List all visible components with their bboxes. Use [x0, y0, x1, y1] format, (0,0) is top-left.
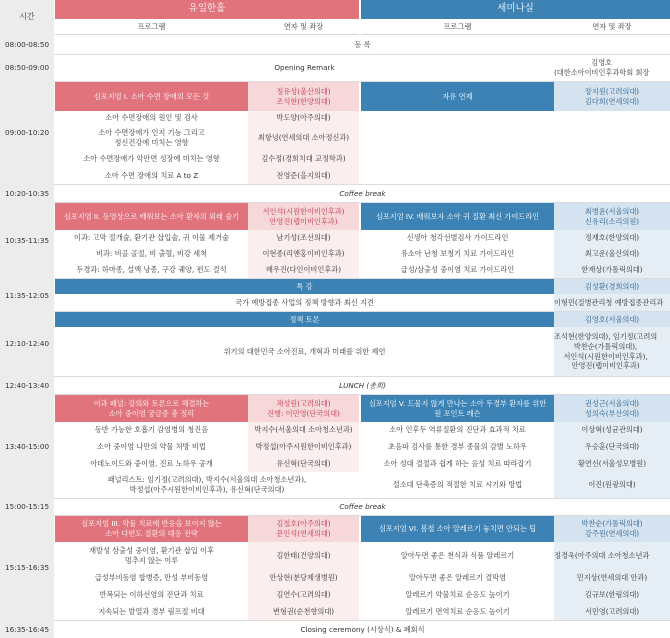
time-header: 시간 [19, 11, 35, 21]
talk-topic: 소아 중이염 나만의 약물 처방 비법 [55, 438, 248, 455]
divider [54, 311, 670, 312]
time-slot: 10:20-10:35 [5, 188, 50, 198]
coffee-break: Coffee break [55, 185, 670, 202]
session-chairs: 채성원(고려의대) 진행: 이민영(단국의대) [248, 395, 359, 422]
divider [54, 54, 670, 55]
time-slot: 08:00-08:50 [5, 40, 50, 50]
time-slot: 12:10-12:40 [5, 339, 50, 349]
talk-speaker: 변형권(순천향의대) [248, 603, 359, 620]
talk-topic: 이과: 고막 절개술, 환기관 삽입술, 귀 이물 제거술 [55, 230, 248, 246]
time-slot: 15:15-16:35 [5, 563, 50, 573]
talk-topic: 소아 수면장애의 원인 및 검사 [55, 111, 248, 125]
session-title: 심포지엄 V. 드물지 않게 만나는 소아 두경부 환자를 위한 원 포인트 레슨 [361, 395, 554, 422]
time-slot: 12:40-13:40 [5, 380, 50, 390]
talk-speaker: 서민영(고려의대) [554, 603, 670, 620]
time-slot: 08:50-09:00 [5, 63, 50, 73]
talk-speaker: 김규보(한림의대) [554, 586, 670, 603]
talk-speaker: 황연신(서울성모병원) [554, 455, 670, 472]
registration: 등 록 [55, 36, 670, 54]
talk-topic: 재발성 삼출성 중이염, 환기관 삽입 이후 멍추지 않는 이루 [55, 542, 248, 569]
policy-debate-title: 정책 토론 [55, 312, 554, 327]
talk-topic: 소아 성대 결절과 쉽게 하는 음성 치료 따라잡기 [361, 455, 554, 472]
talk-topic: 급성/삼출성 중이염 치료 가이드라인 [361, 262, 554, 278]
time-slot: 09:00-10:20 [5, 128, 50, 138]
session-title: 심포지엄 IV. 배워보자 소아 귀 질환 최신 가이드라인 [361, 203, 554, 230]
panelists: 패널리스트: 임기정(고려의대), 박지수(서울의대 소아청소년과), 박정섭(아주시원한이비인후과), 유신혁(단국의대) [55, 472, 359, 498]
talk-speaker: 김연수(고려의대) [248, 586, 359, 603]
time-slot: 10:35-11:35 [5, 235, 50, 245]
special-lecture-speaker: 이형민(질병관리청 예방접종관리과 [554, 294, 670, 312]
session-title: 심포지엄 II. 동영상으로 배워보는 소아 환자의 외래 술기 [55, 203, 248, 230]
session-chairs: 장지원(고려의대) 김다희(연세의대) [554, 82, 670, 111]
talk-topic: 알레르기 면역치료 순응도 높이기 [361, 603, 554, 620]
session-title: 이과 패널: 강의와 토론으로 해결하는 소아 중이염 궁금증 총 정리 [55, 395, 248, 422]
talk-speaker: 김수정(경희치대 교정학과) [248, 150, 359, 167]
session-title: 자유 연제 [361, 82, 554, 111]
divider [54, 184, 670, 185]
time-slot: 16:35-16:45 [5, 624, 50, 634]
special-lecture-topic: 국가 예방접종 사업의 정책 방향과 최신 지견 [55, 294, 554, 312]
talk-topic: 신생아 청각선별검사 가이드라인 [361, 230, 554, 246]
talk-topic: 알레르기 약물치료 순응도 높이기 [361, 586, 554, 603]
time-slot: 11:35-12:05 [5, 290, 50, 300]
policy-debate-chair: 김영호(서울의대) [554, 312, 670, 327]
talk-topic: 반복되는 이하선염의 진단과 치료 [55, 586, 248, 603]
talk-speaker: 김한태(건양의대) [248, 542, 359, 569]
talk-topic: 설소대 단축증의 적절한 치료 시기와 방법 [361, 472, 554, 498]
divider [54, 278, 670, 279]
talk-topic: 알아두면 좋은 천식과 식품 알레르기 [361, 542, 554, 569]
right-program-col-header: 프로그램 [361, 19, 554, 35]
talk-topic: 급성부비동염 합병증, 만성 부비동염 [55, 569, 248, 586]
time-slot: 15:00-15:15 [5, 502, 50, 512]
talk-speaker: 박도양(아주의대) [248, 111, 359, 125]
divider [54, 515, 670, 516]
session-title: 심포지엄 III. 약물 치료에 반응을 보이지 않는 소아 다빈도 질환의 대응 전략 [55, 516, 248, 542]
talk-speaker: 유신혁(단국의대) [248, 455, 359, 472]
talk-topic: 소아 수면장애가 인지 기능 그리고 정신건강에 미치는 영향 [55, 125, 248, 150]
divider [54, 202, 670, 203]
session-title: 심포지엄 VI. 봄철 소아 알레르기 놓치면 안되는 팁 [361, 516, 554, 542]
talk-speaker: 최항녕(연세의대 소아정신과) [248, 125, 359, 150]
session-chairs: 최병윤(서울의대) 신유리(소리의원) [554, 203, 670, 230]
talk-speaker: 남기성(조선의대) [248, 230, 359, 246]
special-lecture-title: 특 강 [55, 279, 554, 294]
talk-speaker: 전영준(을지의대) [248, 167, 359, 184]
left-program-col-header: 프로그램 [55, 19, 248, 35]
talk-speaker: 박지수(서울의대 소아청소년과) [248, 422, 359, 438]
talk-topic: 소아 수면장애가 악안면 성장에 미치는 영향 [55, 150, 248, 167]
lunch-break: LUNCH (총회) [55, 377, 670, 394]
time-slot: 13:40-15:00 [5, 441, 50, 451]
right-speaker-col-header: 연자 및 좌장 [554, 19, 670, 35]
divider [54, 376, 670, 377]
divider [54, 498, 670, 499]
divider [54, 81, 670, 82]
talk-speaker: 박정섭(아주시원한이비인후과) [248, 438, 359, 455]
talk-topic: 두경과: 하마종, 설액 낭종, 구강 궤양, 편도 결석 [55, 262, 248, 278]
session-title: 심포지엄 I. 소아 수면 장애의 모든 것 [55, 82, 248, 111]
closing-ceremony: Closing ceremony (시상식) & 폐회식 [55, 621, 670, 638]
opening-remark: Opening Remark [55, 55, 554, 81]
talk-speaker: 정재호(한양의대) [554, 230, 670, 246]
talk-topic: 소아 수면 장애의 치료 A to Z [55, 167, 248, 184]
left-hall-header: 유일한홀 [55, 0, 359, 19]
talk-topic: 아데노이드와 중이염, 진료 노하우 공개 [55, 455, 248, 472]
talk-speaker: 이상혁(성균관의대) [554, 422, 670, 438]
talk-topic: 유소아 난청 보청기 치료 가이드라인 [361, 246, 554, 262]
talk-speaker: 민지상(연세의대 안과) [554, 569, 670, 586]
talk-topic: 지속되는 발열과 경부 림프절 비대 [55, 603, 248, 620]
policy-debate-topic: 위기의 대한민국 소아진료, 개혁과 미래를 위한 제언 [55, 327, 554, 376]
session-chairs: 박찬순(가톨릭의대) 강주원(연세의대) [554, 516, 670, 542]
talk-speaker: 안상현(분당제생병원) [248, 569, 359, 586]
policy-debate-panel: 조석현(한양의대), 임기정(고려의 박찬순(가톨릭의대), 서인석(시원한이비인후과), 안영진(랩이비인후과) [554, 327, 670, 376]
session-chairs: 서인석(시원한이비인후과) 안영진(랩이비인후과) [248, 203, 359, 230]
talk-speaker: 배우진(다인이비인후과) [248, 262, 359, 278]
special-lecture-chair: 김성환(경희의대) [554, 279, 670, 294]
session-chairs: 김철호(아주의대) 문인석(연세의대) [248, 516, 359, 542]
coffee-break: Coffee break [55, 499, 670, 515]
left-speaker-col-header: 연자 및 좌장 [248, 19, 359, 35]
divider [54, 620, 670, 621]
divider [54, 394, 670, 395]
talk-topic: 비과: 비골 골절, 비 출혈, 비강 세척 [55, 246, 248, 262]
talk-topic: 동반 가능한 호흡기 감염병의 청진음 [55, 422, 248, 438]
talk-topic: 소아 인후두 역류질환의 진단과 효과적 치료 [361, 422, 554, 438]
talk-topic: 초음파 검사를 통한 경부 종물의 감별 노하우 [361, 438, 554, 455]
session-chairs: 정유성(울산의대) 조석현(한양의대) [248, 82, 359, 111]
talk-speaker: 정경욱(아주의대 소아청소년과 [554, 542, 670, 569]
talk-speaker: 한재상(가톨릭의대) [554, 262, 670, 278]
session-chairs: 권성근(서울의대) 성의숙(부산의대) [554, 395, 670, 422]
talk-speaker: 우승훈(단국의대) [554, 438, 670, 455]
talk-speaker: 이진(원광의대) [554, 472, 670, 498]
talk-speaker: 이현종(리앤홍이비인후과) [248, 246, 359, 262]
talk-speaker: 최고운(울산의대) [554, 246, 670, 262]
right-hall-header: 세미나실 [361, 0, 670, 19]
opening-speaker: 김영호 (대한소아이비인후과학회 회장 [554, 55, 670, 81]
talk-topic: 알아두면 좋은 알레르기 결막염 [361, 569, 554, 586]
